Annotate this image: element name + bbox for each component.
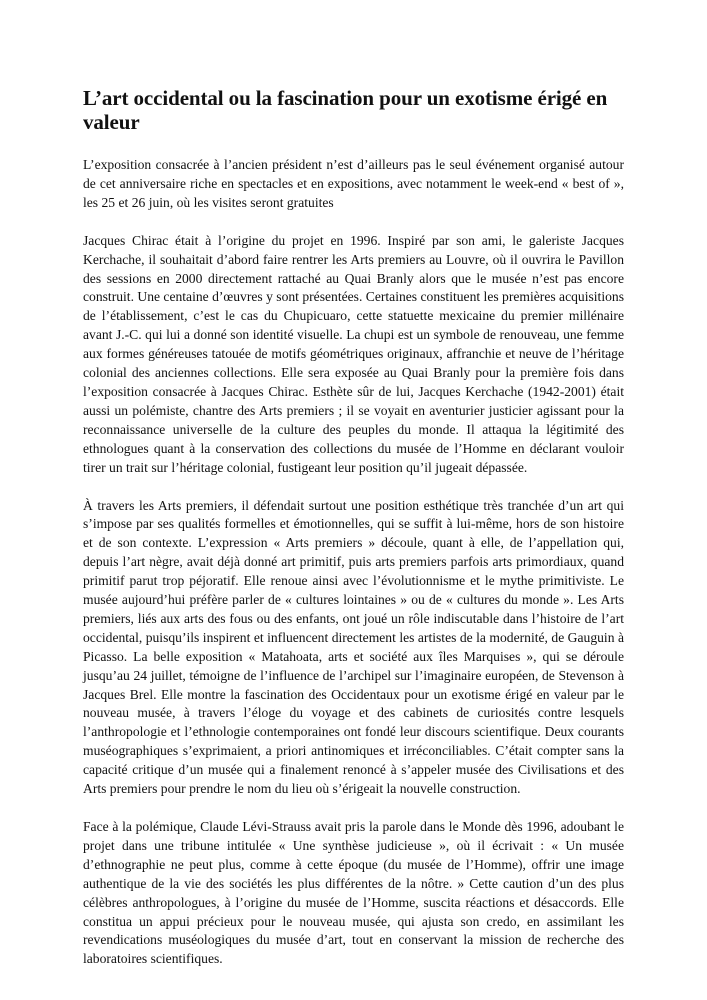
article-lead: L’exposition consacrée à l’ancien président n’est d’ailleurs pas le seul événement organisé autour de cet anniversaire riche en spectacles et en expositions, avec notamment le week-end « best of », les 25 et 26 juin, où les visites seront gratuites xyxy=(83,157,624,210)
article-title: L’art occidental ou la fascination pour un exotisme érigé en valeur xyxy=(83,86,608,134)
paragraph-2: À travers les Arts premiers, il défendait surtout une position esthétique très tranchée d’un art qui s’impose par ses qualités formelles et émotionnelles, qui se suffit à lui-même, hors de son histoire et de son contexte. L’expression « Arts premiers » découle, quant à elle, de l’appellation qui, depuis l’art nègre, avait déjà donné art primitif, puis arts premiers parfois arts primordiaux, quand primitif parut trop péjoratif. Elle renoue ainsi avec l’évolutionnisme et le mythe primitiviste. Le musée aujourd’hui préfère parler de « cultures lointaines » ou de « cultures du monde ». Les Arts premiers, liés aux arts des fous ou des enfants, ont joué un rôle indiscutable dans l’histoire de l’art occidental, puisqu’ils inspirent et influencent directement les artistes de la modernité, de Gauguin à Picasso. La belle exposition « Matahoata, arts et société aux îles Marquises », qui se déroule jusqu’au 24 juillet, témoigne de l’influence de l’archipel sur l’imaginaire européen, de Stevenson à Jacques Brel. Elle montre la fascination des Occidentaux pour un exotisme érigé en valeur par le nouveau musée, à travers l’éloge du voyage et des cabinets de curiosités contre lesquels l’anthropologie et l’ethnologie contemporaines ont fondé leur discours scientifique. Deux courants muséographiques s’exprimaient, a priori antinomiques et irréconciliables. C’était compter sans la capacité critique d’un musée qui a finalement renoncé à s’appeler musée des Civilisations et des Arts premiers pour prendre le nom du lieu où s’érigeait la nouvelle construction. xyxy=(83,497,624,797)
paragraph-1: Jacques Chirac était à l’origine du projet en 1996. Inspiré par son ami, le galeriste Jacques Kerchache, il souhaitait d’abord faire rentrer les Arts premiers au Louvre, où il ouvrira le Pavillon des sessions en 2000 directement rattaché au Quai Branly alors que le musée n’est pas encore construit. Une centaine d’œuvres y sont présentées. Certaines constituent les premières acquisitions de l’établissement, c’est le cas du Chupicuaro, cette statuette mexicaine du premier millénaire avant J.-C. qui lui a donné son identité visuelle. La chupi est un symbole de renouveau, une femme aux formes généreuses tatouée de motifs géométriques originaux, affranchie et neuve de l’héritage colonial des anciennes collections. Elle sera exposée au Quai Branly pour la première fois dans l’exposition consacrée à Jacques Chirac. Esthète sûr de lui, Jacques Kerchache (1942-2001) était aussi un polémiste, chantre des Arts premiers ; il se voyait en aventurier justicier agissant pour la reconnaissance universelle de la culture des peuples du monde. Il attaqua la légitimité des ethnologues quant à la conservation des collections du musée de l’Homme en déclarant vouloir tirer un trait sur l’héritage colonial, fustigeant leur position qu’il jugeait dépassée. xyxy=(83,232,624,475)
paragraph-3: Face à la polémique, Claude Lévi-Strauss avait pris la parole dans le Monde dès 1996, adoubant le projet dans une tribune intitulée « Une synthèse judicieuse », où il écrivait : « Un musée d’ethnographie ne peut plus, comme à cette époque (du musée de l’Homme), offrir une image authentique de la vie des sociétés les plus différentes de la nôtre. » Cette caution d’un des plus célèbres anthropologues, à l’origine du musée de l’Homme, suscita réactions et désaccords. Elle constitua un appui précieux pour le nouveau musée, qui ajusta son credo, en assimilant les revendications muséologiques du musée d’art, tout en conservant la mission de recherche des laboratoires scientifiques. xyxy=(83,819,624,967)
document-page xyxy=(83,86,624,988)
